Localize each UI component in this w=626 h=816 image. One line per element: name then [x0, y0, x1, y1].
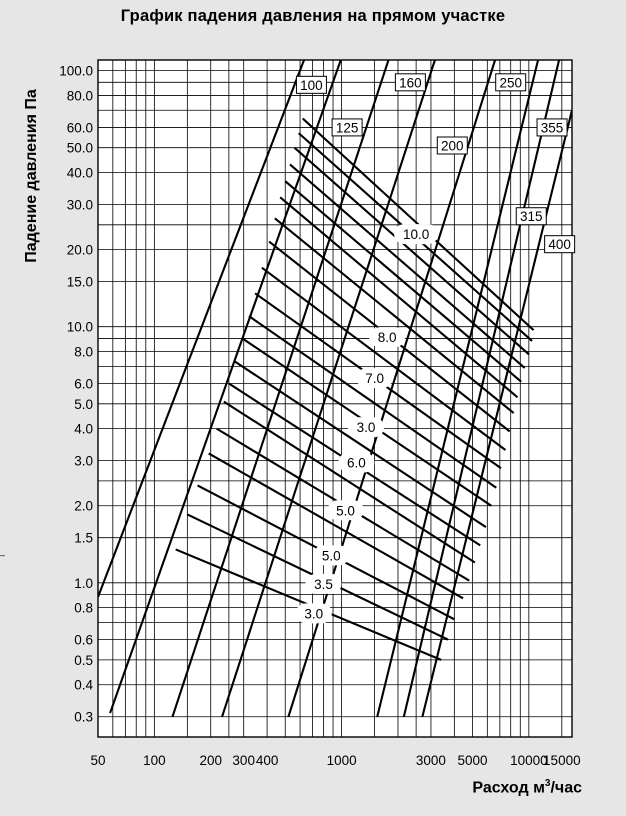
x-tick-label: 15000: [543, 753, 581, 768]
velocity-label: 5.0: [321, 548, 341, 564]
x-tick-label: 100: [143, 753, 166, 768]
edge-mark: ‒: [0, 550, 5, 558]
y-tick-label: 0.8: [74, 600, 93, 616]
diameter-tag-label: 355: [540, 120, 564, 136]
diameter-tag-label: 160: [399, 75, 422, 91]
y-tick-label: 1.0: [74, 575, 93, 591]
diameter-tag-label: 200: [441, 138, 464, 154]
y-tick-label: 2.0: [74, 498, 93, 514]
y-tick-label: 100.0: [59, 63, 93, 79]
y-tick-label: 80.0: [66, 88, 93, 104]
velocity-label: 8.0: [377, 330, 397, 346]
y-tick-label: 0.6: [74, 632, 93, 648]
y-tick-label: 40.0: [66, 165, 93, 181]
diameter-tag-label: 125: [335, 120, 359, 136]
chart-title: График падения давления на прямом участке: [120, 7, 506, 25]
y-tick-label: 60.0: [66, 120, 93, 136]
x-tick-label: 400: [255, 753, 279, 768]
y-tick-label: 30.0: [66, 197, 93, 213]
x-axis-label-tail: /час: [550, 779, 582, 797]
x-tick-label: 50: [90, 753, 106, 768]
y-tick-label: 6.0: [74, 376, 93, 392]
x-tick-label: 300: [232, 753, 255, 768]
y-tick-label: 50.0: [66, 140, 93, 156]
y-tick-labels: [59, 64, 93, 725]
y-tick-label: 10.0: [66, 319, 93, 335]
velocity-label: 3.0: [304, 606, 324, 622]
y-tick-label: 8.0: [74, 344, 93, 360]
velocity-label: 3.5: [314, 576, 333, 592]
y-axis-label: Падение давления Па: [23, 89, 40, 263]
x-tick-label: 5000: [457, 753, 488, 768]
diameter-tag-label: 400: [548, 237, 571, 253]
y-tick-label: 15.0: [66, 274, 93, 290]
y-tick-label: 20.0: [66, 242, 93, 258]
diameter-tag-label: 250: [499, 75, 522, 91]
x-axis-label-text: Расход м: [472, 779, 545, 797]
velocity-label: 6.0: [347, 455, 366, 471]
velocity-label: 10.0: [402, 227, 430, 243]
x-tick-label: 3000: [415, 753, 446, 768]
x-tick-label: 200: [199, 753, 222, 768]
x-tick-label: 1000: [326, 753, 357, 768]
x-tick-label: 10000: [510, 753, 548, 768]
y-tick-label: 0.5: [74, 652, 93, 668]
y-tick-label: 0.3: [74, 709, 93, 725]
y-tick-label: 3.0: [74, 453, 93, 469]
y-tick-label: 0.4: [74, 677, 93, 693]
velocity-label: 5.0: [336, 503, 355, 519]
diameter-tag-label: 100: [300, 77, 323, 93]
velocity-label: 3.0: [356, 420, 376, 436]
velocity-label: 7.0: [365, 371, 384, 387]
x-axis-label-superscript: 3: [544, 778, 551, 789]
diameter-tag-label: 315: [519, 209, 543, 225]
x-tick-labels: [90, 753, 580, 768]
y-tick-label: 4.0: [74, 421, 93, 437]
y-tick-label: 5.0: [74, 396, 93, 412]
y-tick-label: 1.5: [74, 530, 93, 546]
